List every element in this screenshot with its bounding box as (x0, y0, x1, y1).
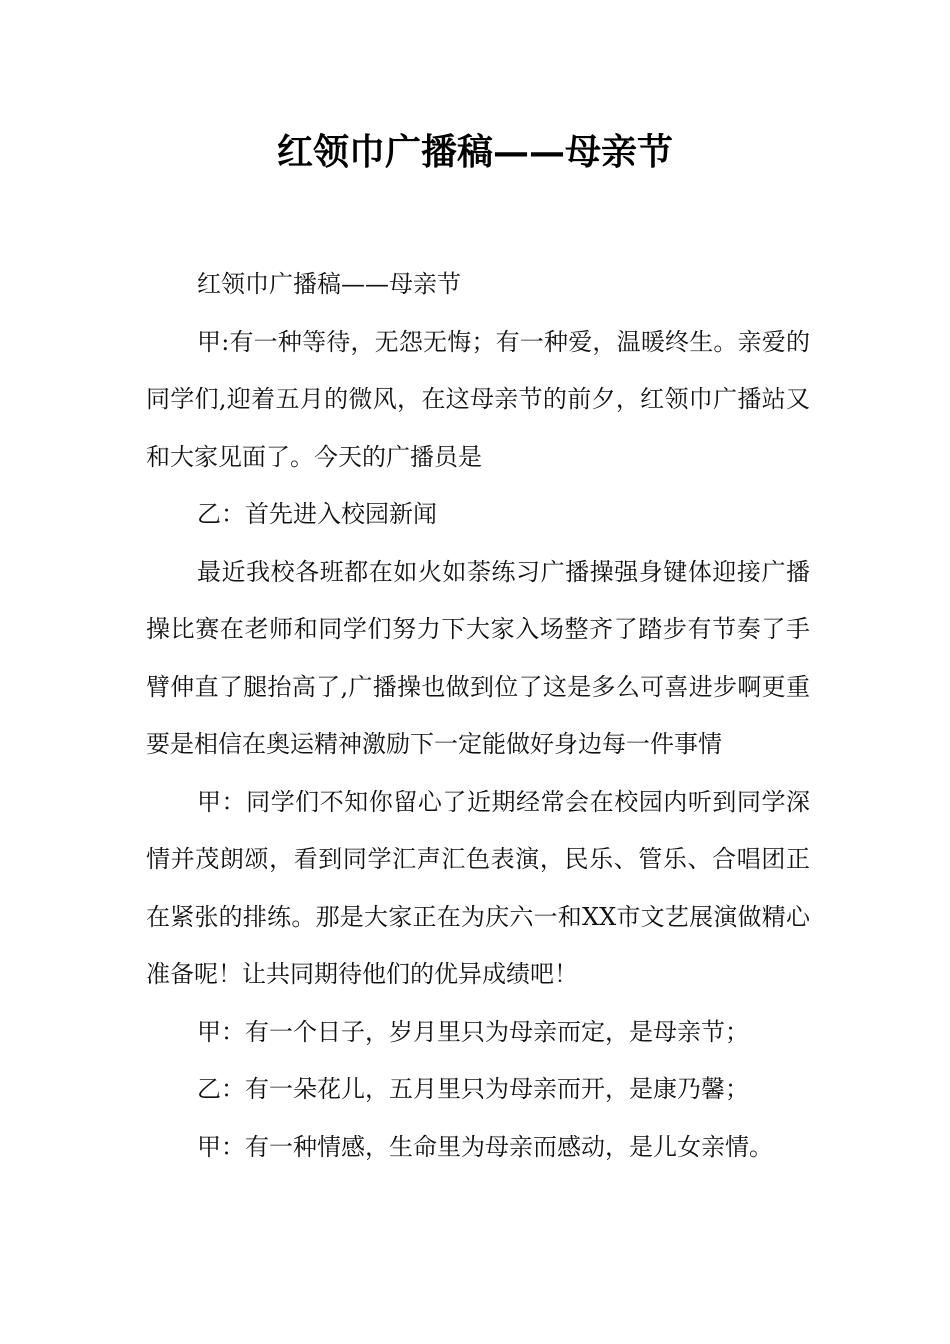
paragraph-news-intro: 乙：首先进入校园新闻 (197, 500, 437, 528)
paragraph-art-news: 甲：同学们不知你留心了近期经常会在校园内听到同学深情并茂朗颂，看到同学汇声汇色表演，民乐、管乐、合唱团正在紧张的排练。那是大家正在为庆六一和XX市文艺展演做精心准备呢！让共同期待他们的优异成绩吧！ (146, 787, 810, 988)
paragraph-exercise-news: 最近我校各班都在如火如荼练习广播操强身键体迎接广播操比赛在老师和同学们努力下大家入场整齐了踏步有节奏了手臂伸直了腿抬高了,广播操也做到位了这是多么可喜进步啊更重要是相信在奥运精神激励下一定能做好身边每一件事情 (146, 557, 810, 758)
paragraph-affection: 甲：有一种情感，生命里为母亲而感动，是儿女亲情。 (197, 1132, 773, 1161)
paragraph-opening: 甲:有一种等待，无怨无悔；有一种爱，温暖终生。亲爱的同学们,迎着五月的微风，在这母亲节的前夕，红领巾广播站又和大家见面了。今天的广播员是 (146, 327, 810, 471)
paragraph-carnation: 乙：有一朵花儿，五月里只为母亲而开，是康乃馨； (197, 1075, 749, 1103)
document-body (146, 256, 810, 1176)
document-title: 红领巾广播稿——母亲节 (276, 131, 673, 173)
paragraph-mothers-day: 甲：有一个日子，岁月里只为母亲而定，是母亲节； (197, 1017, 749, 1046)
paragraph-heading: 红领巾广播稿——母亲节 (197, 270, 461, 298)
